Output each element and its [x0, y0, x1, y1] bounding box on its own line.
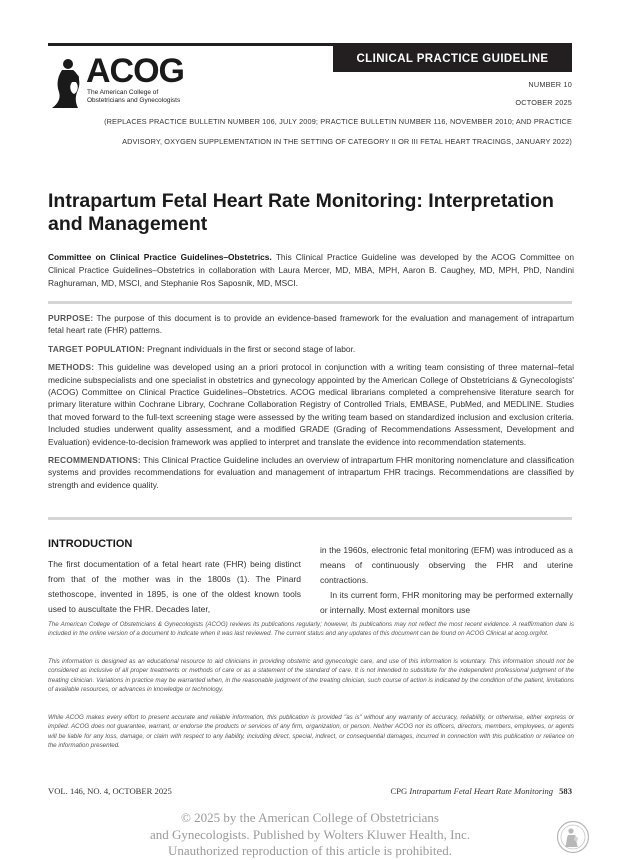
purpose-label: PURPOSE: — [48, 313, 94, 323]
population-text: Pregnant individuals in the first or second stage of labor. — [144, 343, 356, 354]
author-text: This Clinical Practice Guideline was developed by the ACOG Committee on Clinical Practice Guidelines–Obstetrics in collaboration with Laura Mercer, MD, MBA, MPH, Aaron B. Caughey, MD, MPH, PhD, Nandini Raghuraman, MD, MSCI, and Stephanie Ros Saposnik, MD, MSCI. — [48, 252, 575, 289]
acog-logo-wordmark: ACOG — [86, 52, 184, 90]
introduction-column-1 — [48, 557, 301, 617]
educational-disclaimer-text: This information is designed as an educational resource to aid clinicians in providing obstetric and gynecologic care, and use of this information is voluntary. This information should not be considered as inclusive of all proper treatments or methods of care or as a statement of the standard of care. It is not intended to substitute for the independent professional judgment of the treating clinician. Variations in practice may be warranted when, in the reasonable judgment of the treating clinician, such course of action is indicated by the condition of the patient, limitations of available resources, or advances in knowledge or technology. — [48, 658, 574, 693]
review-disclaimer-text: The American College of Obstetricians & Gynecologists (ACOG) reviews its publications regularly; however, its publications may not reflect the most recent evidence. A reaffirmation date is included in the online version of a document to indicate when it was last reviewed. The current status and any updates of this document can be found on ACOG Clinical at acog.org/lot. — [48, 621, 574, 638]
journal-volume: VOL. 146, NO. 4, OCTOBER 2025 — [48, 786, 172, 796]
introduction-paragraph-1-cont: in the 1960s, electronic fetal monitoring (EFM) was introduced as a means of continuously observing the FHR and uterine contractions. — [320, 545, 573, 585]
recommendations-text: This Clinical Practice Guideline includes an overview of intrapartum FHR monitoring nomenclature and classification systems and provides recommendations for evaluation and management of intrapartum FHR tracings. Recommendations are classified by strength and evidence quality. — [48, 455, 574, 490]
replaces-note: (REPLACES PRACTICE BULLETIN NUMBER 106, JULY 2009; PRACTICE BULLETIN NUMBER 116, NOVEMBER 2010; AND PRACTICE ADVISORY, OXYGEN SUPPLEMENTATION IN THE SETTING OF CATEGORY II OR III FETAL HEART TRACINGS, JANUARY 2022) — [104, 117, 572, 146]
review-disclaimer — [48, 620, 574, 639]
abstract-bottom-rule — [48, 517, 572, 520]
acog-logo-subtitle — [87, 89, 180, 104]
introduction-paragraph-2: In its current form, FHR monitoring may be performed externally or internally. Most external monitors use — [320, 590, 573, 615]
logo-subtitle-line-2: Obstetricians and Gynecologists — [87, 96, 181, 104]
logo-subtitle-line-1: The American College of — [87, 89, 159, 96]
warranty-disclaimer-text: While ACOG makes every effort to present accurate and reliable information, this publication is provided "as is" without any warranty of accuracy, reliability, or otherwise, either express or implied. ACOG does not guarantee, warrant, or endorse the products or services of any firm, organization, or person. Neither ACOG nor its officers, directors, members, employees, or agents will be liable for any loss, damage, or claim with respect to any liability, including direct, special, indirect, or consequential damages, incurred in connection with this publication or reliance on the information presented. — [48, 714, 574, 749]
purpose-text: The purpose of this document is to provide an evidence-based framework for the evaluation and management of intrapartum fetal heart rate (FHR) patterns. — [48, 313, 574, 336]
guideline-type-badge: CLINICAL PRACTICE GUIDELINE — [333, 46, 572, 72]
copyright-watermark — [0, 810, 620, 860]
copyright-line-1: © 2025 by the American College of Obstetricians — [181, 810, 439, 825]
methods-label: METHODS: — [48, 362, 95, 373]
article-title: Intrapartum Fetal Heart Rate Monitoring: Interpretation and Management — [48, 190, 554, 235]
abstract-recommendations — [48, 454, 574, 491]
abstract-methods — [48, 361, 574, 448]
copyright-line-3: Unauthorized reproduction of this article is prohibited. — [167, 843, 453, 858]
abstract-top-rule — [48, 301, 572, 304]
author-statement — [48, 251, 574, 291]
committee-name: Committee on Clinical Practice Guidelines–Obstetrics. — [48, 252, 272, 262]
recommendations-label: RECOMMENDATIONS: — [48, 455, 141, 466]
introduction-heading: INTRODUCTION — [48, 538, 133, 550]
population-label: TARGET POPULATION: — [48, 343, 145, 354]
warranty-disclaimer — [48, 713, 574, 750]
publisher-seal-icon — [556, 820, 590, 854]
structured-abstract — [48, 312, 574, 497]
document-number: NUMBER 10 — [528, 80, 572, 89]
introduction-paragraph-1: The first documentation of a fetal heart rate (FHR) being distinct from that of the mother was in the 1800s (1). The Pinard stethoscope, invented in 1895, is one of the oldest known tools used to auscultate the FHR. Decades later, — [48, 559, 301, 614]
educational-disclaimer — [48, 657, 574, 694]
introduction-column-2 — [320, 543, 573, 618]
abstract-purpose — [48, 312, 574, 337]
page-number: 583 — [559, 786, 572, 796]
copyright-line-2: and Gynecologists. Published by Wolters Kluwer Health, Inc. — [149, 826, 471, 842]
footer-running-title: Intrapartum Fetal Heart Rate Monitoring — [409, 786, 554, 796]
document-date: OCTOBER 2025 — [515, 98, 572, 107]
running-footer — [391, 786, 572, 796]
abstract-population — [48, 343, 574, 355]
methods-text: This guideline was developed using an a priori protocol in conjunction with a writing team consisting of three maternal–fetal medicine subspecialists and one specialist in obstetrics and gynecology appointed by the American College of Obstetricians & Gynecologists' (ACOG) Committee on Clinical Practice Guidelines–Obstetrics. ACOG medical librarians completed a comprehensive literature search for primary literature within Cochrane Library, Cochrane Collaboration Registry of Controlled Trials, EMBASE, PubMed, and MEDLINE. Studies that moved forward to the full-text screening stage were assessed by the writing team based on standardized inclusion and exclusion criteria. Included studies underwent quality assessment, and a modified GRADE (Grading of Recommendations Assessment, Development and Evaluation) evidence-to-decision framework was applied to interpret and translate the evidence into recommendation statements. — [48, 362, 574, 447]
footer-cpg: CPG — [390, 786, 408, 796]
